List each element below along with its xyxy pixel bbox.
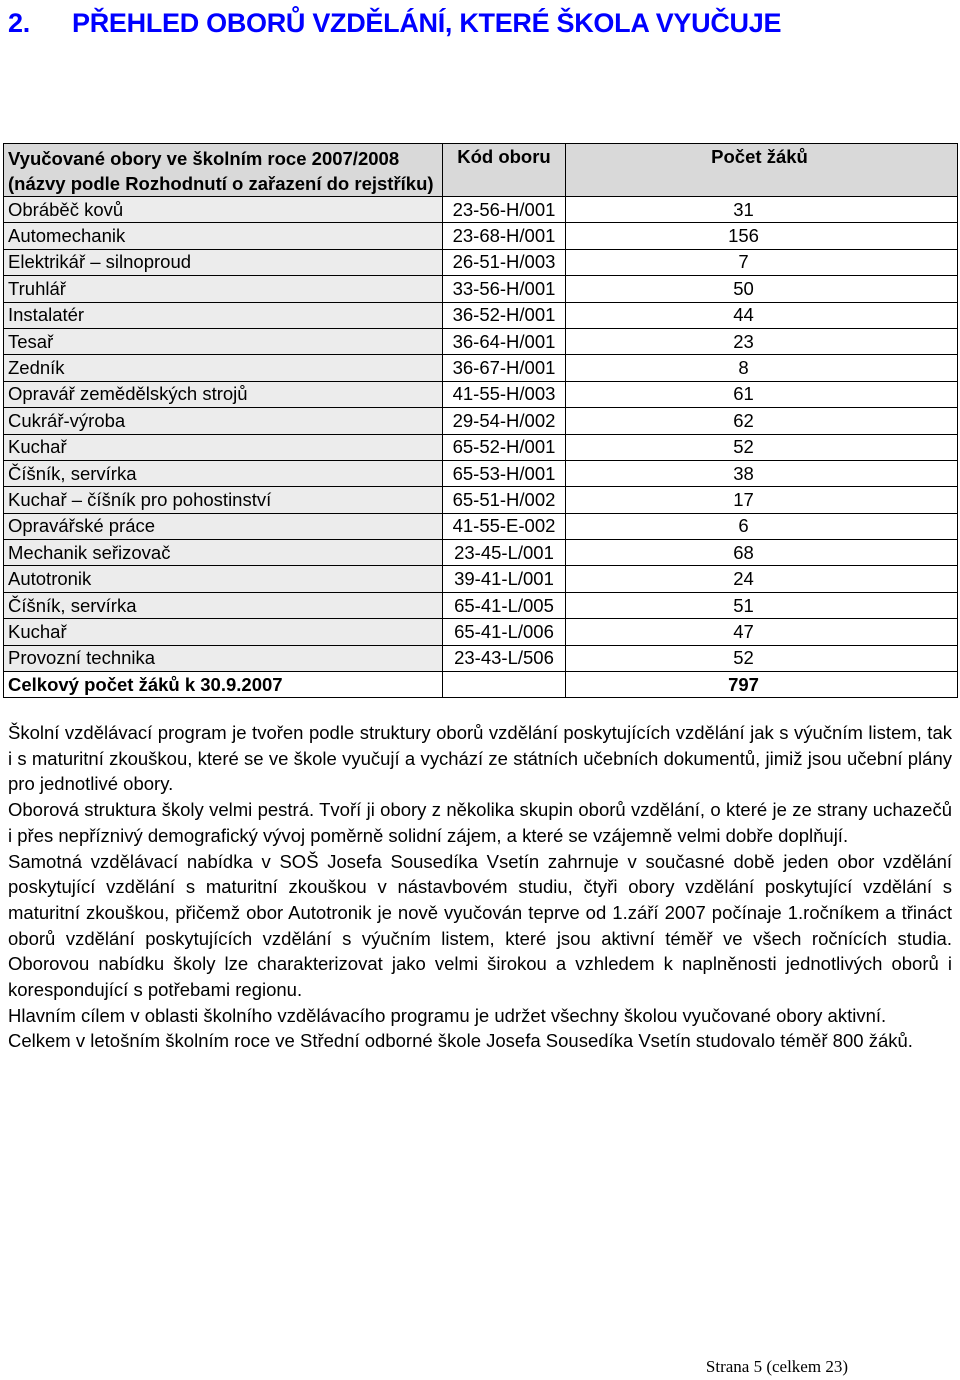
- field-count-cell: 68: [566, 540, 958, 566]
- field-code-cell: 23-45-L/001: [443, 540, 566, 566]
- field-code-cell: 41-55-E-002: [443, 513, 566, 539]
- table-row: [4, 619, 958, 645]
- field-code-cell: 65-41-L/005: [443, 592, 566, 618]
- field-count-cell: 6: [566, 513, 958, 539]
- field-name-cell: Provozní technika: [4, 645, 443, 671]
- field-name-cell: Truhlář: [4, 276, 443, 302]
- table-row: [4, 566, 958, 592]
- section-number: 2.: [8, 8, 30, 38]
- header-fields-line1: Vyučované obory ve školním roce 2007/2008: [8, 148, 400, 169]
- field-count-cell: 7: [566, 249, 958, 275]
- field-name-cell: Číšník, servírka: [4, 592, 443, 618]
- page-footer: Strana 5 (celkem 23): [705, 1357, 848, 1376]
- table-row: [4, 197, 958, 223]
- table-row: [4, 408, 958, 434]
- field-name-cell: Kuchař: [4, 434, 443, 460]
- field-code-cell: 65-53-H/001: [443, 460, 566, 486]
- table-row: [4, 381, 958, 407]
- header-fields: [4, 144, 443, 197]
- body-paragraph: Hlavním cílem v oblasti školního vzdělávacího programu je udržet všechny školou vyučované obory aktivní.: [8, 1004, 887, 1026]
- field-count-cell: 8: [566, 355, 958, 381]
- table-row: [4, 645, 958, 671]
- field-name-cell: Cukrář-výroba: [4, 408, 443, 434]
- text-block: [8, 720, 952, 1054]
- field-name-cell: Obráběč kovů: [4, 197, 443, 223]
- field-count-cell: 24: [566, 566, 958, 592]
- field-count-cell: 50: [566, 276, 958, 302]
- field-code-cell: 39-41-L/001: [443, 566, 566, 592]
- table-row: [4, 276, 958, 302]
- field-count-cell: 31: [566, 197, 958, 223]
- field-code-cell: 41-55-H/003: [443, 381, 566, 407]
- total-count-cell: 797: [566, 672, 958, 698]
- body-paragraph: Školní vzdělávací program je tvořen podle struktury oborů vzdělání poskytujících vzdělání jak s výučním listem, tak i s maturitní zkouškou, které se ve škole vyučují a vychází ze státních učebních dokumentů, jimiž jsou učební plány pro jednotlivé obory.: [8, 722, 952, 795]
- table-row: [4, 460, 958, 486]
- table-body: [4, 197, 958, 698]
- field-name-cell: Kuchař: [4, 619, 443, 645]
- table-row: [4, 487, 958, 513]
- field-name-cell: Instalatér: [4, 302, 443, 328]
- field-name-cell: Opravářské práce: [4, 513, 443, 539]
- field-count-cell: 52: [566, 434, 958, 460]
- field-name-cell: Tesař: [4, 328, 443, 354]
- section-title: PŘEHLED OBORŮ VZDĚLÁNÍ, KTERÉ ŠKOLA VYUČUJE: [72, 8, 782, 38]
- field-code-cell: 36-52-H/001: [443, 302, 566, 328]
- header-code: Kód oboru: [443, 144, 566, 197]
- table-row: [4, 249, 958, 275]
- field-name-cell: Zedník: [4, 355, 443, 381]
- field-count-cell: 61: [566, 381, 958, 407]
- table-row: [4, 302, 958, 328]
- field-count-cell: 51: [566, 592, 958, 618]
- header-fields-line2: (názvy podle Rozhodnutí o zařazení do rejstříku): [8, 173, 434, 194]
- field-name-cell: Mechanik seřizovač: [4, 540, 443, 566]
- table-total-row: [4, 672, 958, 698]
- field-code-cell: 23-43-L/506: [443, 645, 566, 671]
- field-code-cell: 36-67-H/001: [443, 355, 566, 381]
- field-code-cell: 65-51-H/002: [443, 487, 566, 513]
- table-row: [4, 328, 958, 354]
- field-code-cell: 33-56-H/001: [443, 276, 566, 302]
- body-paragraph: Oborová struktura školy velmi pestrá. Tvoří ji obory z několika skupin oborů vzdělání, o které je ze strany uchazečů i přes nepříznivý demografický vývoj poměrně solidní zájem, a které se vzájemně velmi dobře doplňují.: [8, 799, 952, 846]
- field-code-cell: 23-68-H/001: [443, 223, 566, 249]
- field-count-cell: 23: [566, 328, 958, 354]
- fields-table: [3, 143, 958, 698]
- table-row: [4, 540, 958, 566]
- field-name-cell: Číšník, servírka: [4, 460, 443, 486]
- field-code-cell: 65-41-L/006: [443, 619, 566, 645]
- table-row: [4, 223, 958, 249]
- body-paragraph: Celkem v letošním školním roce ve Střední odborné škole Josefa Sousedíka Vsetín studovalo téměř 800 žáků.: [8, 1030, 913, 1052]
- table-row: [4, 592, 958, 618]
- table-row: [4, 513, 958, 539]
- body-paragraph: Samotná vzdělávací nabídka v SOŠ Josefa Sousedíka Vsetín zahrnuje v současné době jeden obor vzdělání poskytující vzdělání s maturitní zkouškou v nástavbovém studiu, čtyři obory vzdělání poskytující vzdělání s maturitní zkouškou, přičemž obor Autotronik je nově vyučován teprve od 1.září 2007 počínaje 1.ročníkem a třináct oborů vzdělání poskytujících vzdělání s výučním listem, které jsou aktivní téměř ve všech ročnících studia. Oborovou nabídku školy lze charakterizovat jako velmi širokou a vzhledem k naplněnosti jednotlivých oborů i korespondující s potřebami regionu.: [8, 850, 952, 1001]
- field-code-cell: 29-54-H/002: [443, 408, 566, 434]
- field-name-cell: Autotronik: [4, 566, 443, 592]
- field-name-cell: Elektrikář – silnoproud: [4, 249, 443, 275]
- field-count-cell: 44: [566, 302, 958, 328]
- header-count: Počet žáků: [566, 144, 958, 197]
- field-code-cell: 26-51-H/003: [443, 249, 566, 275]
- field-count-cell: 38: [566, 460, 958, 486]
- table-row: [4, 434, 958, 460]
- field-name-cell: Automechanik: [4, 223, 443, 249]
- field-count-cell: 47: [566, 619, 958, 645]
- field-code-cell: 65-52-H/001: [443, 434, 566, 460]
- field-count-cell: 156: [566, 223, 958, 249]
- section-heading: [8, 8, 781, 39]
- total-label-cell: Celkový počet žáků k 30.9.2007: [4, 672, 443, 698]
- total-code-cell: [443, 672, 566, 698]
- table-header-row: [4, 144, 958, 197]
- field-code-cell: 36-64-H/001: [443, 328, 566, 354]
- field-name-cell: Kuchař – číšník pro pohostinství: [4, 487, 443, 513]
- field-count-cell: 17: [566, 487, 958, 513]
- field-code-cell: 23-56-H/001: [443, 197, 566, 223]
- table-row: [4, 355, 958, 381]
- field-count-cell: 62: [566, 408, 958, 434]
- field-count-cell: 52: [566, 645, 958, 671]
- field-name-cell: Opravář zemědělských strojů: [4, 381, 443, 407]
